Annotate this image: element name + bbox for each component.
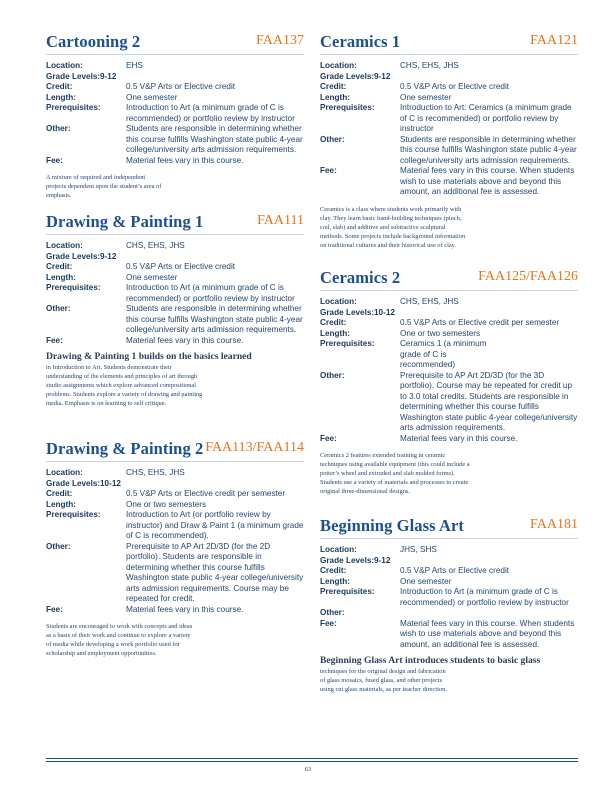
course-code: FAA137 — [256, 33, 304, 48]
field-other — [320, 135, 578, 167]
field-grade-levels — [46, 252, 304, 263]
field-fee — [320, 619, 578, 651]
field-credit — [46, 82, 304, 93]
field-label: Prerequisites: — [320, 587, 375, 596]
course-title: Ceramics 2 — [320, 268, 401, 287]
field-prerequisites — [46, 283, 304, 304]
field-other — [46, 542, 304, 605]
field-label: Credit: — [320, 318, 347, 327]
field-value: Material fees vary in this course. — [126, 155, 244, 165]
field-value: Material fees vary in this course. — [126, 335, 244, 345]
field-label: Location: — [46, 468, 83, 477]
course-header — [320, 268, 578, 291]
field-prerequisites — [320, 587, 578, 608]
field-value: Students are responsible in determining whether this course fulfills Washington state public 4-year college/university arts admission requirements. — [126, 124, 303, 154]
field-value: One or two semesters — [400, 328, 481, 338]
field-label: Grade Levels: — [320, 555, 375, 565]
field-prerequisites — [320, 103, 578, 135]
field-value — [400, 608, 578, 619]
field-value: 9-12 — [374, 71, 391, 81]
course-drawing-painting-2 — [46, 439, 304, 658]
field-label: Grade Levels: — [46, 478, 101, 488]
field-credit — [320, 566, 578, 577]
field-label: Prerequisites: — [320, 339, 375, 348]
field-fee — [320, 166, 578, 198]
course-beginning-glass-art — [320, 516, 578, 694]
course-title: Cartooning 2 — [46, 32, 141, 51]
field-value: Prerequisite to AP Art 2D/3D (for the 3D portfolio). Course may be repeated for credit up to 3.0 total credits. Students are responsible in determining whether this course fulfills Washington state public 4-year college/university arts admission requirements. — [400, 370, 578, 432]
field-other — [46, 124, 304, 156]
description-lead: Drawing & Painting 1 builds on the basics learned — [46, 351, 252, 362]
field-label: Other: — [46, 541, 71, 551]
field-value: 0.5 V&P Arts or Elective credit — [126, 262, 236, 271]
field-location — [46, 61, 304, 72]
field-location — [320, 61, 578, 72]
field-value: CHS, EHS, JHS — [400, 297, 459, 306]
field-label: Credit: — [320, 82, 347, 91]
field-value: CHS, EHS, JHS — [126, 241, 185, 250]
description-text: Students are encouraged to work with concepts and ideas as a basis of their work and continue to explore a variety of media while developing a work portfolio used for scholarship and employment opportunities. — [46, 623, 193, 657]
description-text: Ceramics 2 features extended training in ceramic techniques using available equipment (this could include a potter’s wheel and extruded and slab molded forms). Students use a variety of materials and processes to create original three-dimensional designs. — [320, 452, 470, 495]
course-title: Beginning Glass Art — [320, 516, 465, 535]
field-value: JHS, SHS — [400, 545, 437, 554]
course-drawing-painting-1 — [46, 212, 304, 408]
field-value: 0.5 V&P Arts or Elective credit — [400, 82, 510, 91]
field-label: Credit: — [46, 82, 73, 91]
course-title: Ceramics 1 — [320, 32, 401, 51]
field-length — [320, 329, 578, 340]
field-value: One or two semesters — [126, 499, 207, 509]
field-value: 10-12 — [100, 478, 121, 488]
field-label: Length: — [320, 576, 351, 586]
course-description — [320, 451, 470, 496]
field-value: 0.5 V&P Arts or Elective credit per semester — [126, 489, 286, 498]
field-credit — [320, 82, 578, 93]
field-value: Material fees vary in this course. When students wish to use materials above and beyond this amount, an additional fee is assessed. — [400, 166, 575, 196]
field-label: Location: — [46, 61, 83, 70]
field-label: Fee: — [320, 166, 337, 175]
field-value: 9-12 — [100, 71, 117, 81]
field-value: Ceramics 1 (a minimum grade of C is recommended) — [400, 339, 487, 369]
course-header — [320, 32, 578, 55]
field-label: Location: — [320, 297, 357, 306]
field-label: Fee: — [46, 335, 63, 345]
field-value: One semester — [400, 92, 452, 102]
field-length — [320, 577, 578, 588]
field-label: Location: — [46, 241, 83, 250]
field-grade-levels — [320, 308, 578, 319]
field-value: 9-12 — [100, 251, 117, 261]
field-length — [320, 93, 578, 104]
field-other — [320, 608, 578, 619]
field-value: Material fees vary in this course. — [126, 604, 244, 614]
field-label: Fee: — [320, 433, 337, 443]
course-code: FAA121 — [530, 33, 578, 48]
field-location — [46, 468, 304, 479]
field-fee — [46, 605, 304, 616]
field-label: Prerequisites: — [320, 103, 375, 112]
course-header — [320, 516, 578, 539]
field-label: Grade Levels: — [320, 307, 375, 317]
description-lead: Beginning Glass Art introduces students to basic glass — [320, 655, 541, 666]
field-other — [46, 304, 304, 336]
field-label: Length: — [46, 92, 77, 102]
field-label: Other: — [320, 608, 345, 617]
field-credit — [320, 318, 578, 329]
field-label: Other: — [46, 124, 71, 133]
field-fee — [46, 156, 304, 167]
field-label: Credit: — [320, 566, 347, 575]
field-grade-levels — [46, 479, 304, 490]
field-value: 9-12 — [374, 555, 391, 565]
field-value: 0.5 V&P Arts or Elective credit — [126, 82, 236, 91]
field-length — [46, 93, 304, 104]
field-location — [46, 241, 304, 252]
field-grade-levels — [46, 72, 304, 83]
course-cartooning-2 — [46, 32, 304, 200]
field-label: Grade Levels: — [320, 71, 375, 81]
course-description — [46, 173, 166, 200]
footer-rule — [46, 758, 578, 759]
field-fee — [320, 434, 578, 445]
course-code: FAA111 — [257, 213, 304, 228]
field-label: Fee: — [320, 618, 337, 628]
field-grade-levels — [320, 72, 578, 83]
field-label: Credit: — [46, 489, 73, 498]
field-label: Fee: — [46, 604, 63, 614]
field-credit — [46, 262, 304, 273]
field-value: Students are responsible in determining whether this course fulfills Washington state public 4-year college/university arts admission requirements. — [126, 304, 303, 334]
course-code: FAA181 — [530, 517, 578, 532]
field-value: Material fees vary in this course. — [400, 433, 518, 443]
field-label: Other: — [320, 134, 345, 144]
field-value: Students are responsible in determining whether this course fulfills Washington state public 4-year college/university arts admission requirements. — [400, 134, 577, 165]
field-label: Fee: — [46, 155, 63, 165]
field-length — [46, 500, 304, 511]
course-code: FAA113/FAA114 — [205, 440, 304, 455]
course-header — [46, 439, 304, 462]
field-label: Credit: — [46, 262, 73, 271]
field-prerequisites — [46, 510, 304, 542]
field-grade-levels — [320, 556, 578, 567]
field-value: 0.5 V&P Arts or Elective credit — [400, 566, 510, 575]
description-text: techniques for the original design and fabrication of glass mosaics, fused glass, and other projects using cut glass materials, as per teacher direction. — [320, 668, 447, 693]
field-label: Other: — [46, 304, 71, 313]
field-value: Introduction to Art (a minimum grade of C is recommended) or portfolio review by instructor — [126, 103, 295, 123]
field-length — [46, 273, 304, 284]
field-value: Introduction to Art: Ceramics (a minimum grade of C is recommended) or portfolio review by instructor — [400, 103, 572, 133]
field-value: 0.5 V&P Arts or Elective credit per semester — [400, 318, 560, 327]
description-text: A mixture of required and independent projects dependent upon the student’s area of emphasis. — [46, 174, 162, 199]
course-title: Drawing & Painting 1 — [46, 212, 204, 231]
field-value: One semester — [400, 576, 452, 586]
field-value: Prerequisite to AP Art 2D/3D (for the 2D portfolio). Students are responsible in determining whether this course fulfills Washington state public 4-year college/university arts admission requirements. Course may be repeated for credit. — [126, 541, 304, 603]
course-code: FAA125/FAA126 — [478, 269, 578, 284]
course-description — [46, 622, 196, 658]
field-credit — [46, 489, 304, 500]
field-label: Prerequisites: — [46, 103, 101, 112]
field-location — [320, 297, 578, 308]
field-value: EHS — [126, 61, 143, 70]
field-label: Length: — [320, 328, 351, 338]
field-value: Introduction to Art (a minimum grade of C is recommended) or portfolio review by instructor — [126, 283, 295, 303]
description-text: in Introduction to Art. Students demonstrate their understanding of the elements and principles of art through studio assignments which explore advanced compositional problems. Students explore a variety of drawing and painting media. Emphasis is on learning to self critique. — [46, 364, 203, 407]
field-label: Prerequisites: — [46, 510, 101, 519]
field-label: Length: — [46, 272, 77, 282]
course-title: Drawing & Painting 2 — [46, 439, 204, 458]
field-location — [320, 545, 578, 556]
field-value: One semester — [126, 92, 178, 102]
course-ceramics-1 — [320, 32, 578, 250]
field-prerequisites — [320, 339, 578, 371]
field-value: One semester — [126, 272, 178, 282]
course-header — [46, 212, 304, 235]
field-prerequisites — [46, 103, 304, 124]
course-header — [46, 32, 304, 55]
field-label: Prerequisites: — [46, 283, 101, 292]
field-other — [320, 371, 578, 434]
course-description — [320, 655, 541, 694]
field-label: Grade Levels: — [46, 71, 101, 81]
field-label: Location: — [320, 61, 357, 70]
course-ceramics-2 — [320, 268, 578, 496]
field-value: CHS, EHS, JHS — [400, 61, 459, 70]
field-value: Material fees vary in this course. When students wish to use materials above and beyond this amount, an additional fee is assessed. — [400, 618, 575, 649]
field-label: Other: — [320, 370, 345, 380]
field-label: Grade Levels: — [46, 251, 101, 261]
field-label: Length: — [320, 92, 351, 102]
course-description — [46, 351, 252, 408]
field-label: Location: — [320, 545, 357, 554]
field-label: Length: — [46, 499, 77, 509]
field-value: Introduction to Art (or portfolio review by instructor) and Draw & Paint 1 (a minimum grade of C is recommended). — [126, 510, 304, 540]
page-number: 63 — [304, 766, 312, 773]
field-value: Introduction to Art (a minimum grade of C is recommended) or portfolio review by instructor — [400, 587, 569, 607]
field-value: 10-12 — [374, 307, 395, 317]
footer-rule — [46, 761, 578, 762]
course-description — [320, 205, 470, 250]
field-fee — [46, 336, 304, 347]
description-text: Ceramics is a class where students work primarily with clay. They learn basic hand-building techniques (pinch, coil, slab) and additive and subtractive sculptural methods. Some projects include background information on traditional cultures and their historical use of clay. — [320, 205, 466, 249]
field-value: CHS, EHS, JHS — [126, 468, 185, 477]
